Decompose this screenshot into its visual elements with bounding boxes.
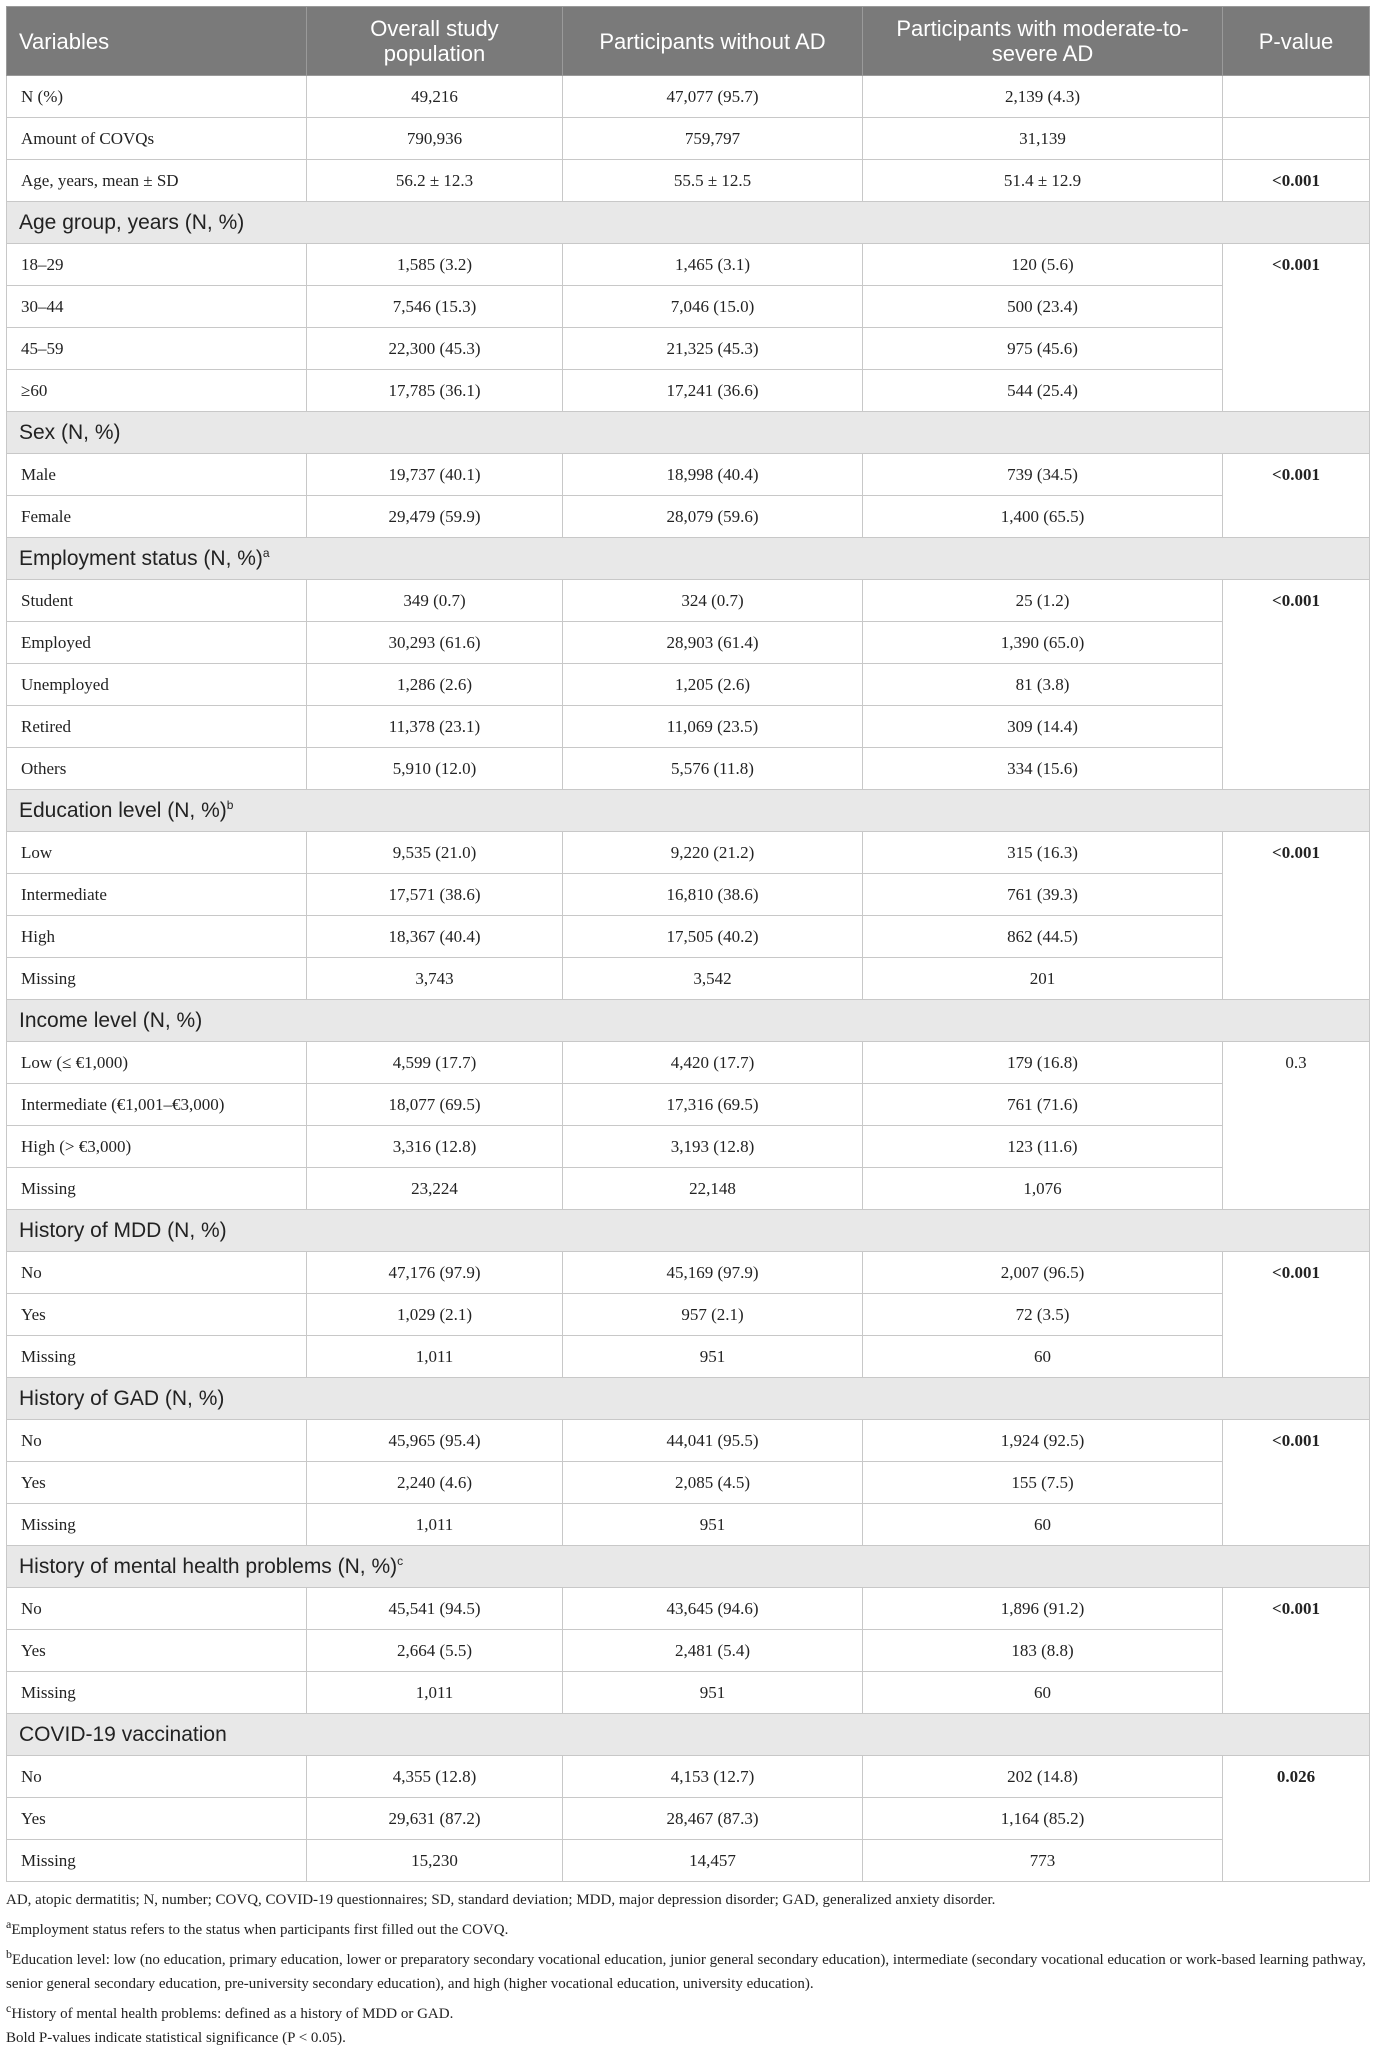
without-ad-value: 9,220 (21.2) — [563, 832, 863, 874]
section-title — [7, 412, 1370, 454]
footnote-b — [6, 1942, 1369, 1996]
table-row — [7, 1840, 1370, 1882]
with-ad-value: 761 (71.6) — [863, 1084, 1223, 1126]
overall-value: 56.2 ± 12.3 — [307, 160, 563, 202]
row-label: Intermediate — [7, 874, 307, 916]
section-title-text: Age group, years (N, %) — [19, 210, 245, 234]
with-ad-value: 1,400 (65.5) — [863, 496, 1223, 538]
table-row — [7, 1672, 1370, 1714]
footnote-abbreviations: AD, atopic dermatitis; N, number; COVQ, COVID-19 questionnaires; SD, standard deviation; MDD, major depression disorder; GAD, generalized anxiety disorder. — [6, 1892, 996, 1908]
table-row — [7, 76, 1370, 118]
section-header — [7, 412, 1370, 454]
overall-value: 1,011 — [307, 1336, 563, 1378]
overall-value: 1,011 — [307, 1672, 563, 1714]
with-ad-value: 315 (16.3) — [863, 832, 1223, 874]
overall-value: 2,664 (5.5) — [307, 1630, 563, 1672]
without-ad-value: 7,046 (15.0) — [563, 286, 863, 328]
without-ad-value: 4,420 (17.7) — [563, 1042, 863, 1084]
with-ad-value: 201 — [863, 958, 1223, 1000]
table-row — [7, 244, 1370, 286]
table-row — [7, 1252, 1370, 1294]
with-ad-value: 773 — [863, 1840, 1223, 1882]
p-value: 0.026 — [1223, 1756, 1370, 1882]
footnote-a-text: Employment status refers to the status when participants first filled out the COVQ. — [11, 1922, 509, 1938]
table-row — [7, 1084, 1370, 1126]
overall-value: 11,378 (23.1) — [307, 706, 563, 748]
without-ad-value: 3,193 (12.8) — [563, 1126, 863, 1168]
overall-value: 29,479 (59.9) — [307, 496, 563, 538]
section-title-text: History of mental health problems (N, %) — [19, 1555, 398, 1578]
table-row — [7, 1042, 1370, 1084]
with-ad-value: 975 (45.6) — [863, 328, 1223, 370]
without-ad-value: 4,153 (12.7) — [563, 1756, 863, 1798]
p-value: <0.001 — [1223, 454, 1370, 538]
overall-value: 9,535 (21.0) — [307, 832, 563, 874]
with-ad-value: 123 (11.6) — [863, 1126, 1223, 1168]
table-row — [7, 496, 1370, 538]
section-header — [7, 1000, 1370, 1042]
overall-value: 15,230 — [307, 1840, 563, 1882]
header-overall: Overall study population — [307, 7, 563, 76]
with-ad-value: 155 (7.5) — [863, 1462, 1223, 1504]
table-row — [7, 286, 1370, 328]
row-label: No — [7, 1252, 307, 1294]
with-ad-value: 334 (15.6) — [863, 748, 1223, 790]
overall-value: 1,286 (2.6) — [307, 664, 563, 706]
with-ad-value: 1,924 (92.5) — [863, 1420, 1223, 1462]
section-title-text: Education level (N, %) — [19, 799, 227, 822]
section-title-text: COVID-19 vaccination — [19, 1722, 227, 1746]
with-ad-value: 60 — [863, 1672, 1223, 1714]
with-ad-value: 1,076 — [863, 1168, 1223, 1210]
header-variables: Variables — [7, 7, 307, 76]
without-ad-value: 17,241 (36.6) — [563, 370, 863, 412]
table-row — [7, 748, 1370, 790]
table-row — [7, 874, 1370, 916]
row-label: N (%) — [7, 76, 307, 118]
table-row — [7, 1756, 1370, 1798]
row-label: Retired — [7, 706, 307, 748]
section-title-text: Income level (N, %) — [19, 1008, 203, 1032]
with-ad-value: 500 (23.4) — [863, 286, 1223, 328]
with-ad-value: 25 (1.2) — [863, 580, 1223, 622]
section-footnote-mark: a — [262, 546, 270, 560]
table-row — [7, 1294, 1370, 1336]
with-ad-value: 202 (14.8) — [863, 1756, 1223, 1798]
row-label: High (> €3,000) — [7, 1126, 307, 1168]
table-row — [7, 1168, 1370, 1210]
footnote-b-text: Education level: low (no education, primary education, lower or preparatory secondary vocational education, junior general secondary education), intermediate (secondary vocational education or work-based learning pathway, senior general secondary education, pre-university secondary education), and high (higher vocational education, university education). — [6, 1952, 1366, 1992]
without-ad-value: 1,205 (2.6) — [563, 664, 863, 706]
section-title — [7, 538, 1370, 580]
row-label: Intermediate (€1,001–€3,000) — [7, 1084, 307, 1126]
overall-value: 349 (0.7) — [307, 580, 563, 622]
row-label: Student — [7, 580, 307, 622]
overall-value: 1,585 (3.2) — [307, 244, 563, 286]
overall-value: 49,216 — [307, 76, 563, 118]
without-ad-value: 5,576 (11.8) — [563, 748, 863, 790]
footnote-a-mark: a — [6, 1917, 12, 1931]
row-label: Amount of COVQs — [7, 118, 307, 160]
with-ad-value: 761 (39.3) — [863, 874, 1223, 916]
section-header — [7, 1714, 1370, 1756]
footnote-a — [6, 1912, 1369, 1942]
section-footnote-mark: c — [397, 1554, 404, 1568]
overall-value: 18,077 (69.5) — [307, 1084, 563, 1126]
section-title-text: Sex (N, %) — [19, 420, 121, 444]
table-row — [7, 916, 1370, 958]
table-row — [7, 1126, 1370, 1168]
row-label: Missing — [7, 1672, 307, 1714]
section-header — [7, 538, 1370, 580]
row-label: Male — [7, 454, 307, 496]
table-row — [7, 706, 1370, 748]
section-title — [7, 202, 1370, 244]
section-title — [7, 1210, 1370, 1252]
with-ad-value: 739 (34.5) — [863, 454, 1223, 496]
table-row — [7, 958, 1370, 1000]
overall-value: 45,541 (94.5) — [307, 1588, 563, 1630]
footnote-c — [6, 1996, 1369, 2026]
section-title — [7, 1546, 1370, 1588]
section-title-text: History of MDD (N, %) — [19, 1218, 227, 1242]
without-ad-value: 43,645 (94.6) — [563, 1588, 863, 1630]
table-row — [7, 118, 1370, 160]
row-label: Employed — [7, 622, 307, 664]
overall-value: 790,936 — [307, 118, 563, 160]
p-value — [1223, 118, 1370, 160]
row-label: Age, years, mean ± SD — [7, 160, 307, 202]
p-value: <0.001 — [1223, 1588, 1370, 1714]
overall-value: 22,300 (45.3) — [307, 328, 563, 370]
without-ad-value: 22,148 — [563, 1168, 863, 1210]
with-ad-value: 120 (5.6) — [863, 244, 1223, 286]
without-ad-value: 28,467 (87.3) — [563, 1798, 863, 1840]
row-label: Female — [7, 496, 307, 538]
section-title-text: Employment status (N, %) — [19, 547, 263, 570]
overall-value: 5,910 (12.0) — [307, 748, 563, 790]
table-row — [7, 1798, 1370, 1840]
p-value: <0.001 — [1223, 244, 1370, 412]
with-ad-value: 862 (44.5) — [863, 916, 1223, 958]
p-value — [1223, 76, 1370, 118]
without-ad-value: 951 — [563, 1504, 863, 1546]
overall-value: 3,316 (12.8) — [307, 1126, 563, 1168]
header-with-ad: Participants with moderate-to-severe AD — [863, 7, 1223, 76]
table-row — [7, 622, 1370, 664]
overall-value: 3,743 — [307, 958, 563, 1000]
without-ad-value: 2,085 (4.5) — [563, 1462, 863, 1504]
without-ad-value: 17,316 (69.5) — [563, 1084, 863, 1126]
with-ad-value: 544 (25.4) — [863, 370, 1223, 412]
section-title — [7, 1714, 1370, 1756]
p-value: <0.001 — [1223, 1420, 1370, 1546]
without-ad-value: 21,325 (45.3) — [563, 328, 863, 370]
overall-value: 17,785 (36.1) — [307, 370, 563, 412]
with-ad-value: 31,139 — [863, 118, 1223, 160]
without-ad-value: 11,069 (23.5) — [563, 706, 863, 748]
table-header — [7, 7, 1370, 76]
without-ad-value: 759,797 — [563, 118, 863, 160]
with-ad-value: 1,164 (85.2) — [863, 1798, 1223, 1840]
table-row — [7, 454, 1370, 496]
row-label: 30–44 — [7, 286, 307, 328]
section-footnote-mark: b — [226, 798, 234, 812]
without-ad-value: 28,903 (61.4) — [563, 622, 863, 664]
row-label: ≥60 — [7, 370, 307, 412]
p-value: 0.3 — [1223, 1042, 1370, 1210]
row-label: Unemployed — [7, 664, 307, 706]
without-ad-value: 45,169 (97.9) — [563, 1252, 863, 1294]
with-ad-value: 51.4 ± 12.9 — [863, 160, 1223, 202]
section-title — [7, 1000, 1370, 1042]
row-label: Missing — [7, 1504, 307, 1546]
without-ad-value: 951 — [563, 1672, 863, 1714]
row-label: Yes — [7, 1630, 307, 1672]
section-header — [7, 1210, 1370, 1252]
row-label: Low — [7, 832, 307, 874]
table-row — [7, 328, 1370, 370]
row-label: Others — [7, 748, 307, 790]
row-label: 45–59 — [7, 328, 307, 370]
with-ad-value: 179 (16.8) — [863, 1042, 1223, 1084]
overall-value: 23,224 — [307, 1168, 563, 1210]
overall-value: 1,011 — [307, 1504, 563, 1546]
without-ad-value: 55.5 ± 12.5 — [563, 160, 863, 202]
table-row — [7, 580, 1370, 622]
overall-value: 2,240 (4.6) — [307, 1462, 563, 1504]
overall-value: 4,355 (12.8) — [307, 1756, 563, 1798]
table-row — [7, 1420, 1370, 1462]
with-ad-value: 72 (3.5) — [863, 1294, 1223, 1336]
overall-value: 47,176 (97.9) — [307, 1252, 563, 1294]
row-label: Missing — [7, 1336, 307, 1378]
row-label: No — [7, 1420, 307, 1462]
footnote-bold: Bold P-values indicate statistical significance (P < 0.05). — [6, 2030, 346, 2046]
section-header — [7, 1546, 1370, 1588]
overall-value: 29,631 (87.2) — [307, 1798, 563, 1840]
without-ad-value: 28,079 (59.6) — [563, 496, 863, 538]
table-row — [7, 1336, 1370, 1378]
table-row — [7, 1504, 1370, 1546]
characteristics-table — [6, 6, 1370, 1882]
row-label: Missing — [7, 1840, 307, 1882]
overall-value: 4,599 (17.7) — [307, 1042, 563, 1084]
header-p-value: P-value — [1223, 7, 1370, 76]
without-ad-value: 1,465 (3.1) — [563, 244, 863, 286]
row-label: Missing — [7, 958, 307, 1000]
without-ad-value: 324 (0.7) — [563, 580, 863, 622]
with-ad-value: 309 (14.4) — [863, 706, 1223, 748]
without-ad-value: 17,505 (40.2) — [563, 916, 863, 958]
without-ad-value: 2,481 (5.4) — [563, 1630, 863, 1672]
with-ad-value: 81 (3.8) — [863, 664, 1223, 706]
table-body — [7, 76, 1370, 1882]
with-ad-value: 1,390 (65.0) — [863, 622, 1223, 664]
without-ad-value: 3,542 — [563, 958, 863, 1000]
without-ad-value: 16,810 (38.6) — [563, 874, 863, 916]
section-header — [7, 1378, 1370, 1420]
footnote-b-mark: b — [6, 1947, 12, 1961]
overall-value: 45,965 (95.4) — [307, 1420, 563, 1462]
overall-value: 30,293 (61.6) — [307, 622, 563, 664]
with-ad-value: 2,007 (96.5) — [863, 1252, 1223, 1294]
row-label: High — [7, 916, 307, 958]
table-row — [7, 1588, 1370, 1630]
without-ad-value: 951 — [563, 1336, 863, 1378]
row-label: Yes — [7, 1294, 307, 1336]
table-row — [7, 1462, 1370, 1504]
without-ad-value: 44,041 (95.5) — [563, 1420, 863, 1462]
table-row — [7, 832, 1370, 874]
table-row — [7, 664, 1370, 706]
footnote-c-text: History of mental health problems: defined as a history of MDD or GAD. — [11, 2006, 454, 2022]
p-value: <0.001 — [1223, 832, 1370, 1000]
row-label: No — [7, 1756, 307, 1798]
with-ad-value: 60 — [863, 1504, 1223, 1546]
p-value: <0.001 — [1223, 580, 1370, 790]
with-ad-value: 183 (8.8) — [863, 1630, 1223, 1672]
row-label: 18–29 — [7, 244, 307, 286]
with-ad-value: 2,139 (4.3) — [863, 76, 1223, 118]
document — [6, 6, 1369, 2050]
row-label: No — [7, 1588, 307, 1630]
row-label: Yes — [7, 1462, 307, 1504]
without-ad-value: 18,998 (40.4) — [563, 454, 863, 496]
section-title — [7, 790, 1370, 832]
table-row — [7, 160, 1370, 202]
p-value: <0.001 — [1223, 160, 1370, 202]
overall-value: 19,737 (40.1) — [307, 454, 563, 496]
table-row — [7, 370, 1370, 412]
overall-value: 1,029 (2.1) — [307, 1294, 563, 1336]
without-ad-value: 14,457 — [563, 1840, 863, 1882]
overall-value: 18,367 (40.4) — [307, 916, 563, 958]
section-header — [7, 790, 1370, 832]
table-row — [7, 1630, 1370, 1672]
row-label: Yes — [7, 1798, 307, 1840]
with-ad-value: 1,896 (91.2) — [863, 1588, 1223, 1630]
overall-value: 17,571 (38.6) — [307, 874, 563, 916]
footnotes — [6, 1888, 1369, 2050]
p-value: <0.001 — [1223, 1252, 1370, 1378]
row-label: Missing — [7, 1168, 307, 1210]
footnote-c-mark: c — [6, 2001, 12, 2015]
with-ad-value: 60 — [863, 1336, 1223, 1378]
section-title-text: History of GAD (N, %) — [19, 1386, 225, 1410]
without-ad-value: 957 (2.1) — [563, 1294, 863, 1336]
overall-value: 7,546 (15.3) — [307, 286, 563, 328]
section-title — [7, 1378, 1370, 1420]
section-header — [7, 202, 1370, 244]
header-without-ad: Participants without AD — [563, 7, 863, 76]
row-label: Low (≤ €1,000) — [7, 1042, 307, 1084]
without-ad-value: 47,077 (95.7) — [563, 76, 863, 118]
